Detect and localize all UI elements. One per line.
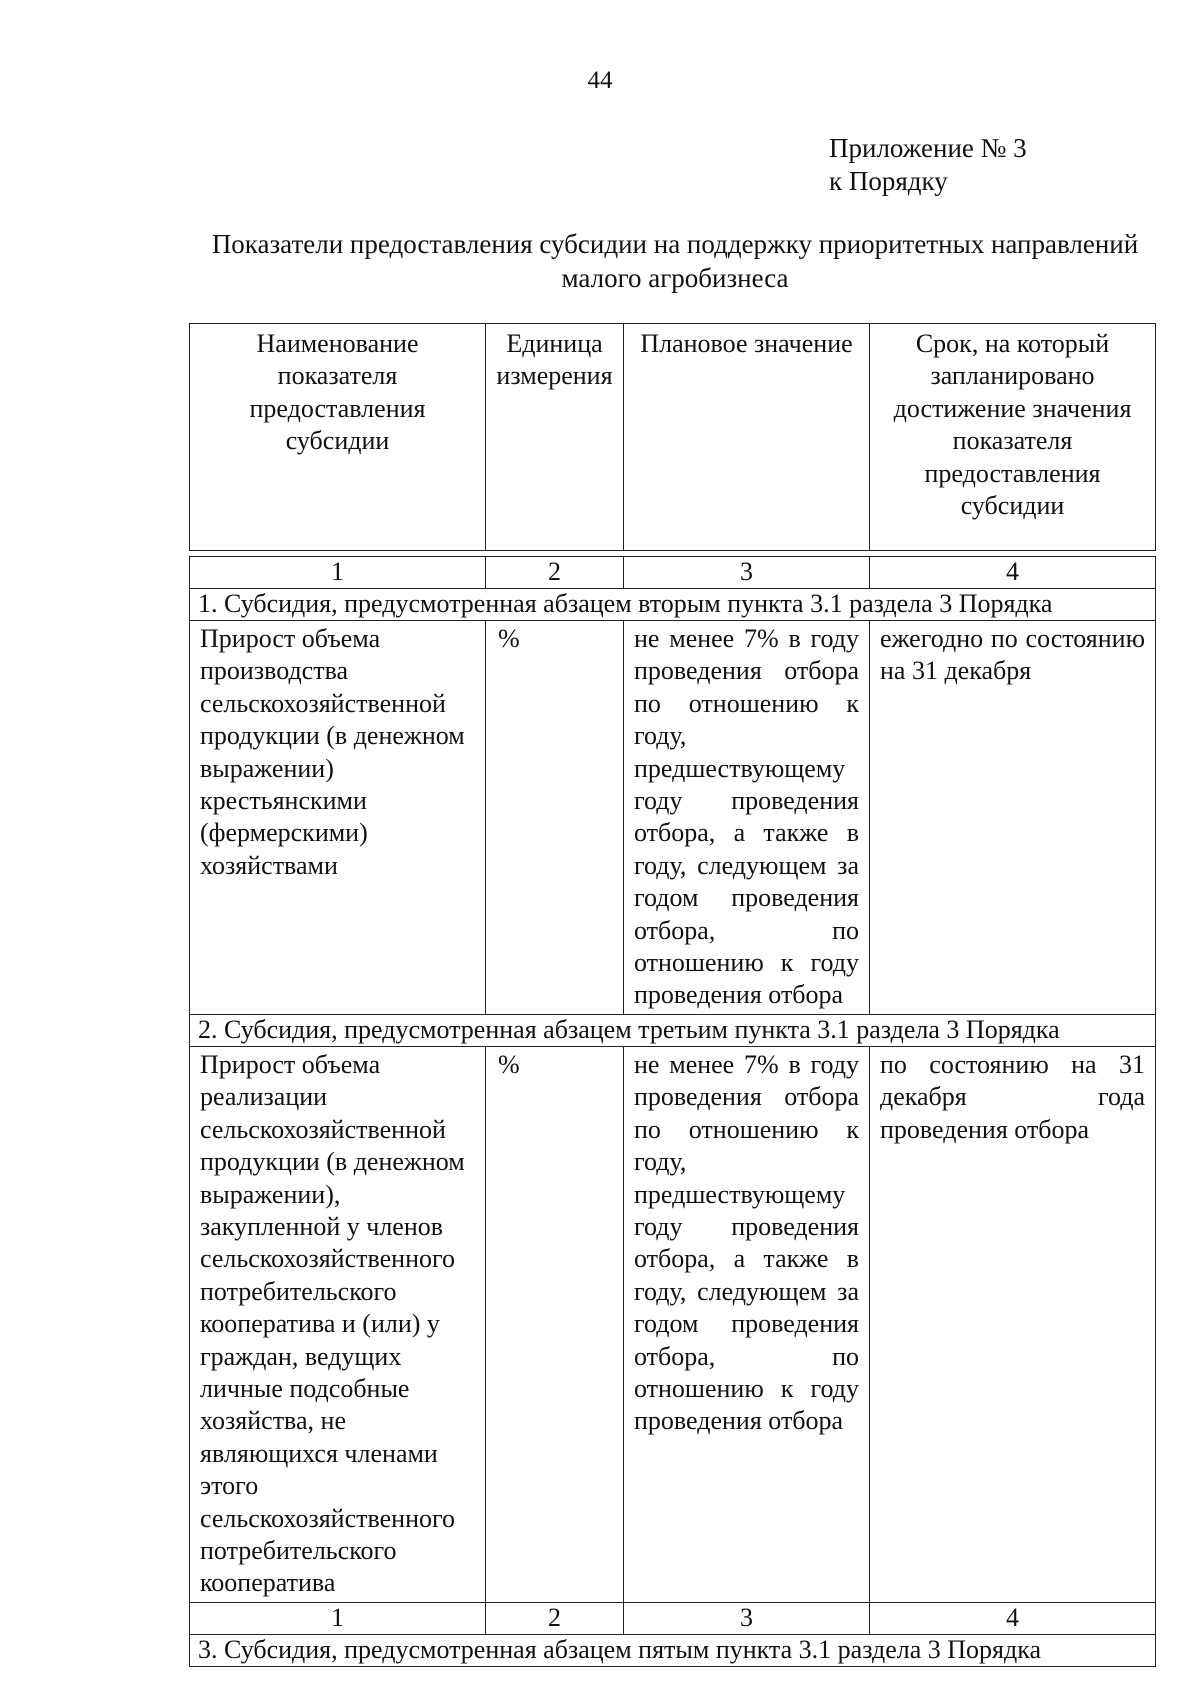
section-title: 1. Субсидия, предусмотренная абзацем вторым пункта 3.1 раздела 3 Порядка <box>190 589 1156 621</box>
header-row <box>190 324 1156 551</box>
column-number: 3 <box>624 557 870 589</box>
indicator-name: Прирост объема реализации сельскохозяйственной продукции (в денежном выражении), закупленной у членов сельскохозяйственного потребительского кооператива и (или) у граждан, ведущих личные подсобные хозяйства, не являющихся членами этого сельскохозяйственного потребительского кооператива <box>190 1046 486 1602</box>
indicator-unit: % <box>486 621 624 1015</box>
indicator-deadline: ежегодно по состоянию на 31 декабря <box>870 621 1156 1015</box>
column-number-row <box>190 557 1156 589</box>
indicator-deadline: по состоянию на 31 декабря года проведения отбора <box>870 1046 1156 1602</box>
section-title: 2. Субсидия, предусмотренная абзацем третьим пункта 3.1 раздела 3 Порядка <box>190 1014 1156 1046</box>
table-row <box>190 621 1156 1015</box>
section-row-2 <box>190 1014 1156 1046</box>
appendix-reference <box>829 132 1027 198</box>
indicator-name: Прирост объема производства сельскохозяйственной продукции (в денежном выражении) крестьянскими (фермерскими) хозяйствами <box>190 621 486 1015</box>
header-planned-value: Плановое значение <box>624 324 870 551</box>
appendix-line-1: Приложение № 3 <box>829 133 1027 163</box>
header-indicator-name: Наименование показателя предоставления субсидии <box>190 324 486 551</box>
column-number: 4 <box>870 1602 1156 1634</box>
document-title: Показатели предоставления субсидии на поддержку приоритетных направлений малого агробизнеса <box>211 229 1139 293</box>
indicator-table-body <box>189 556 1156 1667</box>
appendix-line-2: к Порядку <box>829 166 948 196</box>
indicator-unit: % <box>486 1046 624 1602</box>
header-deadline: Срок, на который запланировано достижение значения показателя предоставления субсидии <box>870 324 1156 551</box>
indicator-planned-value: не менее 7% в году проведения отбора по отношению к году, предшествующему году проведения отбора, а также в году, следующем за годом проведения отбора, по отношению к году проведения отбора <box>624 1046 870 1602</box>
column-number: 4 <box>870 557 1156 589</box>
page-number: 44 <box>587 67 613 94</box>
section-row-1 <box>190 589 1156 621</box>
column-number: 3 <box>624 1602 870 1634</box>
column-number-row <box>190 1602 1156 1634</box>
column-number: 2 <box>486 557 624 589</box>
section-title: 3. Субсидия, предусмотренная абзацем пятым пункта 3.1 раздела 3 Порядка <box>190 1634 1156 1666</box>
table-row <box>190 1046 1156 1602</box>
section-row-3 <box>190 1634 1156 1666</box>
column-number: 1 <box>190 1602 486 1634</box>
header-unit: Единица измерения <box>486 324 624 551</box>
indicator-table-header <box>189 323 1156 551</box>
column-number: 1 <box>190 557 486 589</box>
indicator-planned-value: не менее 7% в году проведения отбора по отношению к году, предшествующему году проведения отбора, а также в году, следующем за годом проведения отбора, по отношению к году проведения отбора <box>624 621 870 1015</box>
column-number: 2 <box>486 1602 624 1634</box>
